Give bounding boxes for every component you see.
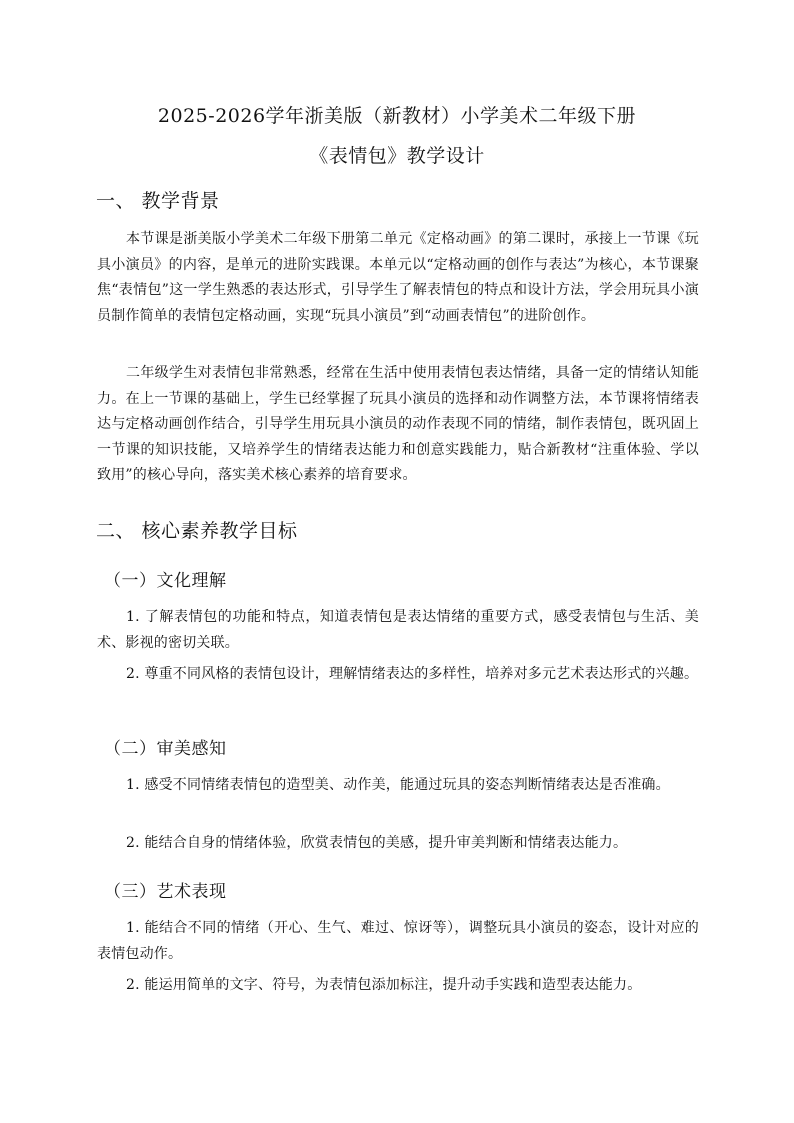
cultural-understanding-item-1: 1. 了解表情包的功能和特点，知道表情包是表达情绪的重要方式，感受表情包与生活、美术、影视的密切关联。 [97,609,699,651]
aesthetic-perception-item-2: 2. 能结合自身的情绪体验，欣赏表情包的美感，提升审美判断和情绪表达能力。 [126,835,628,851]
document-title-line1: 2025-2026学年浙美版（新教材）小学美术二年级下册 [157,105,637,127]
document-title-line2: 《表情包》教学设计 [309,145,485,167]
aesthetic-perception-item-1: 1. 感受不同情绪表情包的造型美、动作美，能通过玩具的姿态判断情绪表达是否准确。 [126,777,670,793]
background-paragraph-2: 二年级学生对表情包非常熟悉，经常在生活中使用表情包表达情绪，具备一定的情绪认知能力。在上一节课的基础上，学生已经掌握了玩具小演员的选择和动作调整方法，本节课将情绪表达与定格动画创作结合，引导学生用玩具小演员的动作表现不同的情绪，制作表情包，既巩固上一节课的知识技能，又培养学生的情绪表达能力和创意实践能力，贴合新教材“注重体验、学以致用”的核心导向，落实美术核心素养的培育要求。 [97,365,699,484]
section-heading-background: 一、 教学背景 [96,190,220,212]
subsection-heading-cultural-understanding: （一）文化理解 [104,571,227,591]
subsection-heading-artistic-expression: （三）艺术表现 [104,882,227,902]
artistic-expression-item-1: 1. 能结合不同的情绪（开心、生气、难过、惊讶等），调整玩具小演员的姿态，设计对应的表情包动作。 [97,920,699,962]
section-heading-objectives: 二、 核心素养教学目标 [96,520,298,542]
artistic-expression-item-2: 2. 能运用简单的文字、符号，为表情包添加标注，提升动手实践和造型表达能力。 [126,977,642,993]
cultural-understanding-item-2: 2. 尊重不同风格的表情包设计，理解情绪表达的多样性，培养对多元艺术表达形式的兴趣。 [126,666,699,682]
subsection-heading-aesthetic-perception: （二）审美感知 [104,739,227,759]
background-paragraph-1: 本节课是浙美版小学美术二年级下册第二单元《定格动画》的第二课时，承接上一节课《玩具小演员》的内容，是单元的进阶实践课。本单元以“定格动画的创作与表达”为核心，本节课聚焦“表情包”这一学生熟悉的表达形式，引导学生了解表情包的特点和设计方法，学会用玩具小演员制作简单的表情包定格动画，实现“玩具小演员”到“动画表情包”的进阶创作。 [97,231,699,324]
